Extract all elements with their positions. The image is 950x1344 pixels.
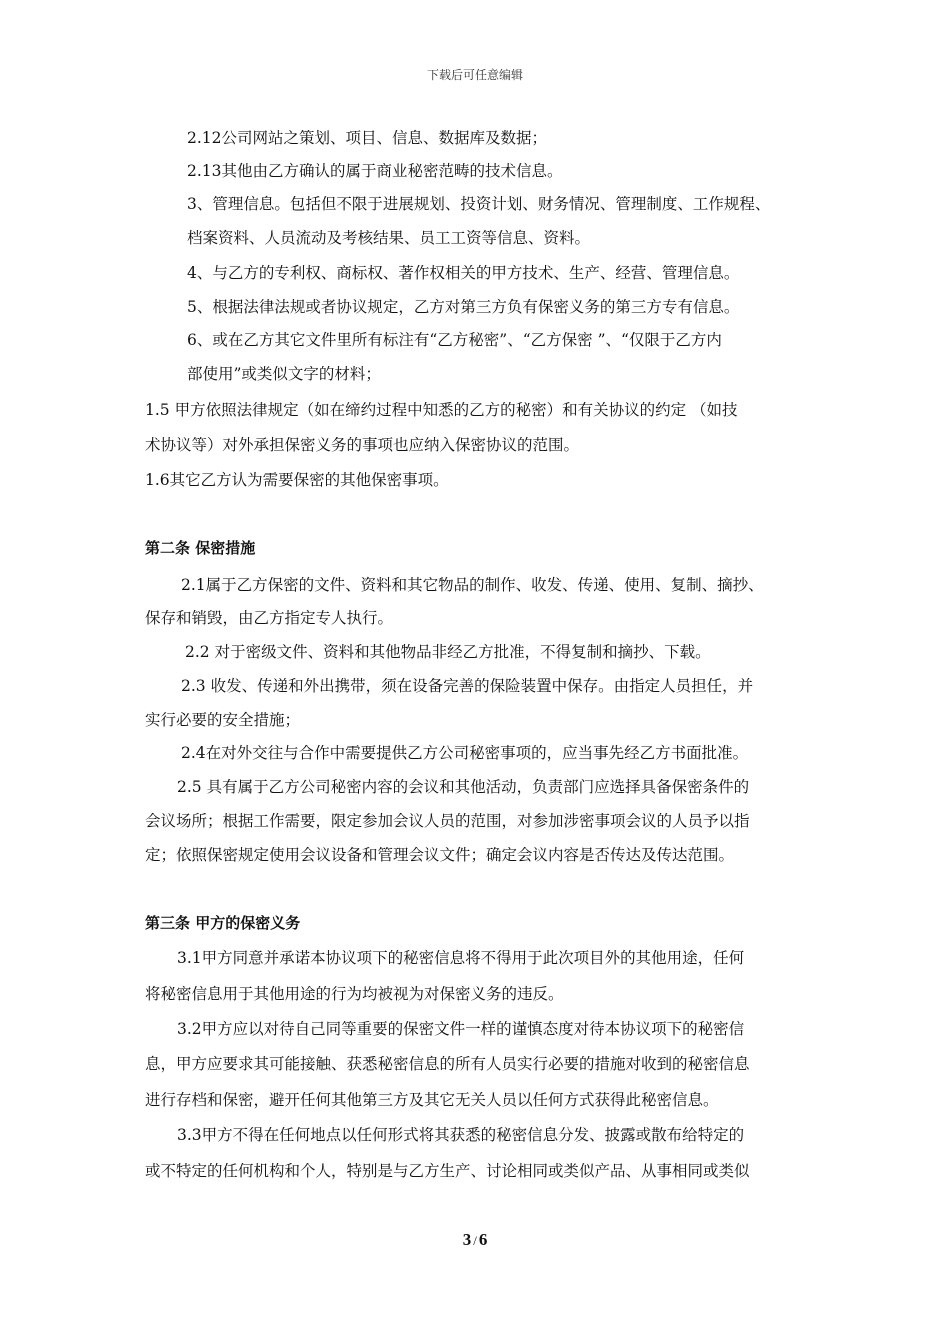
- text-line: 6、或在乙方其它文件里所有标注有“乙方秘密”、“乙方保密 ”、“仅限于乙方内: [187, 331, 722, 349]
- total-pages-number: 6: [478, 1230, 488, 1249]
- text-line: 保存和销毁，由乙方指定专人执行。: [145, 609, 394, 627]
- current-page-number: 3: [462, 1230, 472, 1249]
- text-line: 1.5 甲方依照法律规定（如在缔约过程中知悉的乙方的秘密）和有关协议的约定 （如技: [145, 401, 738, 419]
- text-line: 2.3 收发、传递和外出携带，须在设备完善的保险装置中保存。由指定人员担任，并: [181, 677, 754, 695]
- text-line: 2.1属于乙方保密的文件、资料和其它物品的制作、收发、传递、使用、复制、摘抄、: [181, 576, 764, 594]
- text-line: 4、与乙方的专利权、商标权、著作权相关的甲方技术、生产、经营、管理信息。: [187, 264, 740, 282]
- text-line: 5、根据法律法规或者协议规定，乙方对第三方负有保密义务的第三方专有信息。: [187, 298, 740, 316]
- text-line: 3、管理信息。包括但不限于进展规划、投资计划、财务情况、管理制度、工作规程、: [187, 195, 771, 213]
- text-line: 部使用”或类似文字的材料；: [187, 365, 381, 383]
- text-line: 3.1甲方同意并承诺本协议项下的秘密信息将不得用于此次项目外的其他用途，任何: [177, 949, 745, 967]
- text-line: 3.2甲方应以对待自己同等重要的保密文件一样的谨慎态度对待本协议项下的秘密信: [177, 1020, 745, 1038]
- text-line: 息，甲方应要求其可能接触、获悉秘密信息的所有人员实行必要的措施对收到的秘密信息: [145, 1055, 750, 1073]
- text-line: 2.5 具有属于乙方公司秘密内容的会议和其他活动，负责部门应选择具备保密条件的: [177, 778, 750, 796]
- page-header: 下载后可任意编辑: [426, 68, 523, 82]
- text-line: 将秘密信息用于其他用途的行为均被视为对保密义务的违反。: [145, 985, 564, 1003]
- page-separator: /: [473, 1233, 477, 1248]
- text-line: 2.2 对于密级文件、资料和其他物品非经乙方批准，不得复制和摘抄、下载。: [185, 643, 711, 661]
- text-line: 3.3甲方不得在任何地点以任何形式将其获悉的秘密信息分发、披露或散布给特定的: [177, 1126, 745, 1144]
- text-line: 定；依照保密规定使用会议设备和管理会议文件；确定会议内容是否传达及传达范围。: [145, 846, 735, 864]
- text-line: 档案资料、人员流动及考核结果、员工工资等信息、资料。: [187, 229, 591, 247]
- text-line: 会议场所；根据工作需要，限定参加会议人员的范围，对参加涉密事项会议的人员予以指: [145, 812, 750, 830]
- text-line: 2.13其他由乙方确认的属于商业秘密范畴的技术信息。: [187, 162, 563, 180]
- text-line: 进行存档和保密，避开任何其他第三方及其它无关人员以任何方式获得此秘密信息。: [145, 1091, 719, 1109]
- section-heading-2: 第二条 保密措施: [145, 539, 256, 557]
- section-heading-3: 第三条 甲方的保密义务: [145, 914, 301, 932]
- text-line: 或不特定的任何机构和个人，特别是与乙方生产、讨论相同或类似产品、从事相同或类似: [145, 1162, 750, 1180]
- text-line: 术协议等）对外承担保密义务的事项也应纳入保密协议的范围。: [145, 436, 580, 454]
- text-line: 1.6其它乙方认为需要保密的其他保密事项。: [145, 471, 449, 489]
- text-line: 2.4在对外交往与合作中需要提供乙方公司秘密事项的，应当事先经乙方书面批准。: [181, 744, 749, 762]
- page-number: [0, 1230, 950, 1250]
- text-line: 实行必要的安全措施；: [145, 711, 301, 729]
- text-line: 2.12公司网站之策划、项目、信息、数据库及数据；: [187, 129, 548, 147]
